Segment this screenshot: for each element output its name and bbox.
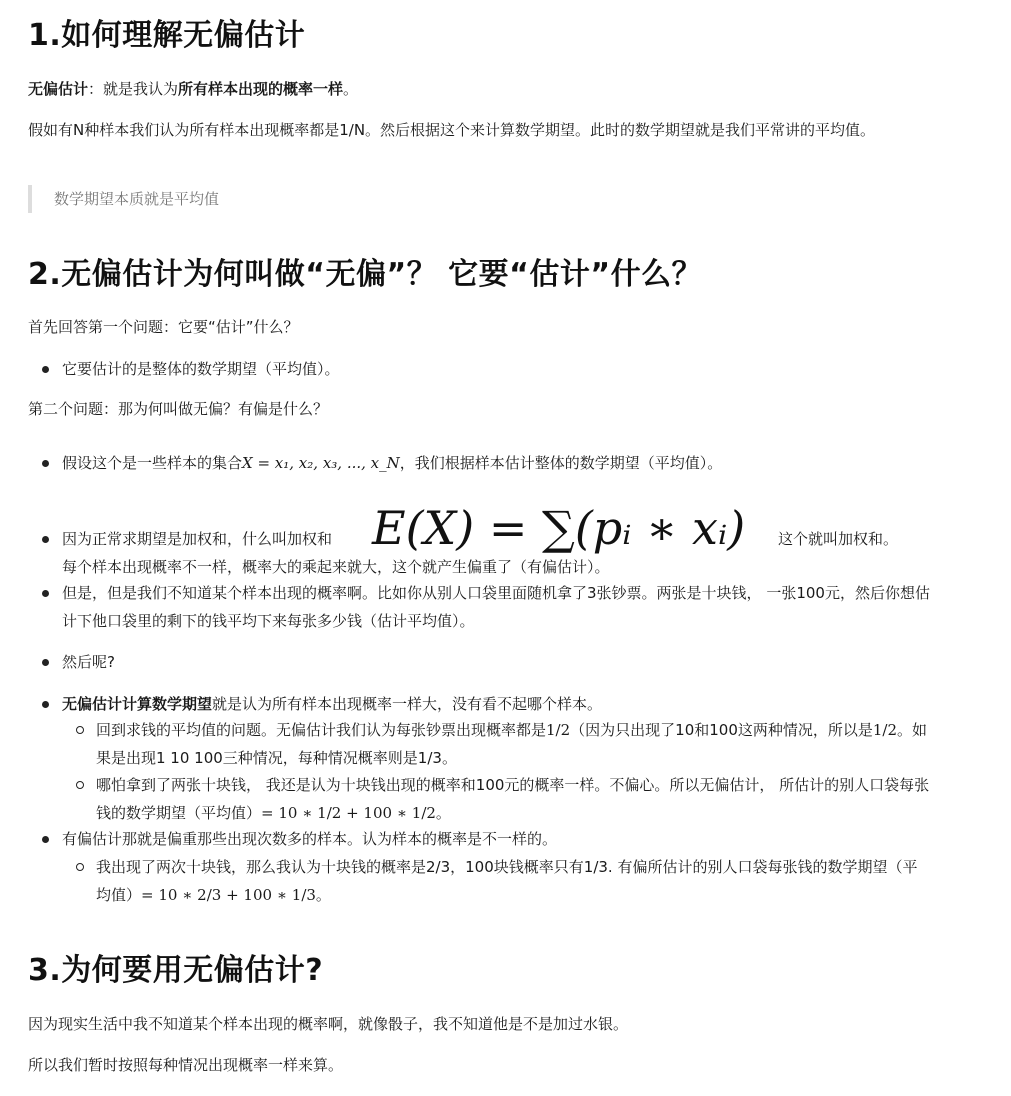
heading-1: 1.如何理解无偏估计 [28, 18, 306, 53]
item-text: 。 [435, 804, 451, 822]
paragraph-reason: 因为现实生活中我不知道某个样本出现的概率啊，就像骰子，我不知道他是不是加过水银。 [28, 1015, 629, 1033]
math-unbiased-mean: = 10 ∗ 1/2 + 100 ∗ 1/2 [261, 804, 436, 822]
item-text: 因为正常求期望是加权和，什么叫加权和 [62, 530, 333, 548]
paragraph-definition [28, 75, 928, 103]
quote-text: 数学期望本质就是平均值 [54, 190, 220, 208]
text-end: 。 [343, 80, 359, 98]
term-equal-probability: 所有样本出现的概率一样 [178, 80, 344, 98]
term-unbiased: 无偏估计 [28, 80, 89, 98]
sub-list-item [96, 716, 932, 772]
heading-3: 3.为何要用无偏估计? [28, 953, 324, 988]
item-text: 它要估计的是整体的数学期望（平均值）。 [62, 360, 340, 378]
blockquote [28, 185, 954, 213]
question-2: 第二个问题：那为何叫做无偏？有偏是什么？ [28, 400, 329, 418]
item-text: ，我们根据样本估计整体的数学期望（平均值）。 [399, 454, 723, 472]
item-text: （因为只出现了10和100这两种情况，所以是 [570, 721, 873, 739]
item-text: 。 [315, 886, 331, 904]
item-text: 回到求钱的平均值的问题。无偏估计我们认为每张钞票出现概率都是 [96, 721, 547, 739]
term-unbiased-expectation: 无偏估计计算数学期望 [62, 695, 213, 713]
item-text: 这个就叫加权和。 [778, 530, 899, 548]
paragraph-explanation: 假如有N种样本我们认为所有样本出现概率都是1/N。然后根据这个来计算数学期望。此时的数学期望就是我们平常讲的平均值。 [28, 121, 876, 139]
item-text: 然后呢? [62, 653, 115, 671]
math-set: X = x₁, x₂, x₃, ..., x_N [242, 454, 400, 472]
list-item [62, 690, 942, 718]
item-text: 有偏估计那就是偏重那些出现次数多的样本。认为样本的概率是不一样的。 [62, 830, 558, 848]
math-half: 1/2 [872, 721, 898, 739]
list-item [62, 648, 942, 676]
item-text: 就是认为所有样本出现概率一样大，没有看不起哪个样本。 [212, 695, 603, 713]
math-half: 1/2 [546, 721, 571, 739]
weighted-sum-formula: E(X) = ∑(pᵢ ∗ xᵢ) [372, 501, 746, 555]
item-text: 哪怕拿到了两张十块钱， 我还是认为十块钱出现的概率和100元的概率一样。不偏心。所以无偏估计， 所估计的别人口袋每张钱的数学期望（平均值） [96, 776, 930, 822]
text-mid: ：就是我认为 [88, 80, 179, 98]
sub-list-item [96, 853, 932, 909]
paragraph-conclusion: 所以我们暂时按照每种情况出现概率一样来算。 [28, 1056, 344, 1074]
item-text: 但是，但是我们不知道某个样本出现的概率啊。比如你从别人口袋里面随机拿了3张钞票。两张是十块钱， 一张100元，然后你想估计下他口袋里的剩下的钱平均下来每张多少钱（估计平均值）。 [62, 584, 930, 630]
list-item [62, 449, 942, 477]
item-text: 假设这个是一些样本的集合 [62, 454, 243, 472]
list-item [62, 501, 942, 581]
item-text: 。如果是出现1 10 100三种情况，每种情况概率则是1/3。 [96, 721, 928, 767]
item-text: 我出现了两次十块钱，那么我认为十块钱的概率是2/3，100块钱概率只有1/3. 有偏所估计的别人口袋每张钱的数学期望（平均值） [96, 858, 918, 904]
item-text-line2: 每个样本出现概率不一样，概率大的乘起来就大，这个就产生偏重了（有偏估计）。 [62, 558, 610, 576]
question-1: 首先回答第一个问题：它要“估计”什么？ [28, 318, 299, 336]
heading-2: 2.无偏估计为何叫做“无偏”？ 它要“估计”什么？ [28, 257, 703, 292]
sub-list-item [96, 771, 932, 827]
list-item [62, 355, 942, 383]
list-item [62, 579, 942, 635]
math-biased-mean: = 10 ∗ 2/3 + 100 ∗ 1/3 [141, 886, 316, 904]
list-item [62, 825, 942, 853]
